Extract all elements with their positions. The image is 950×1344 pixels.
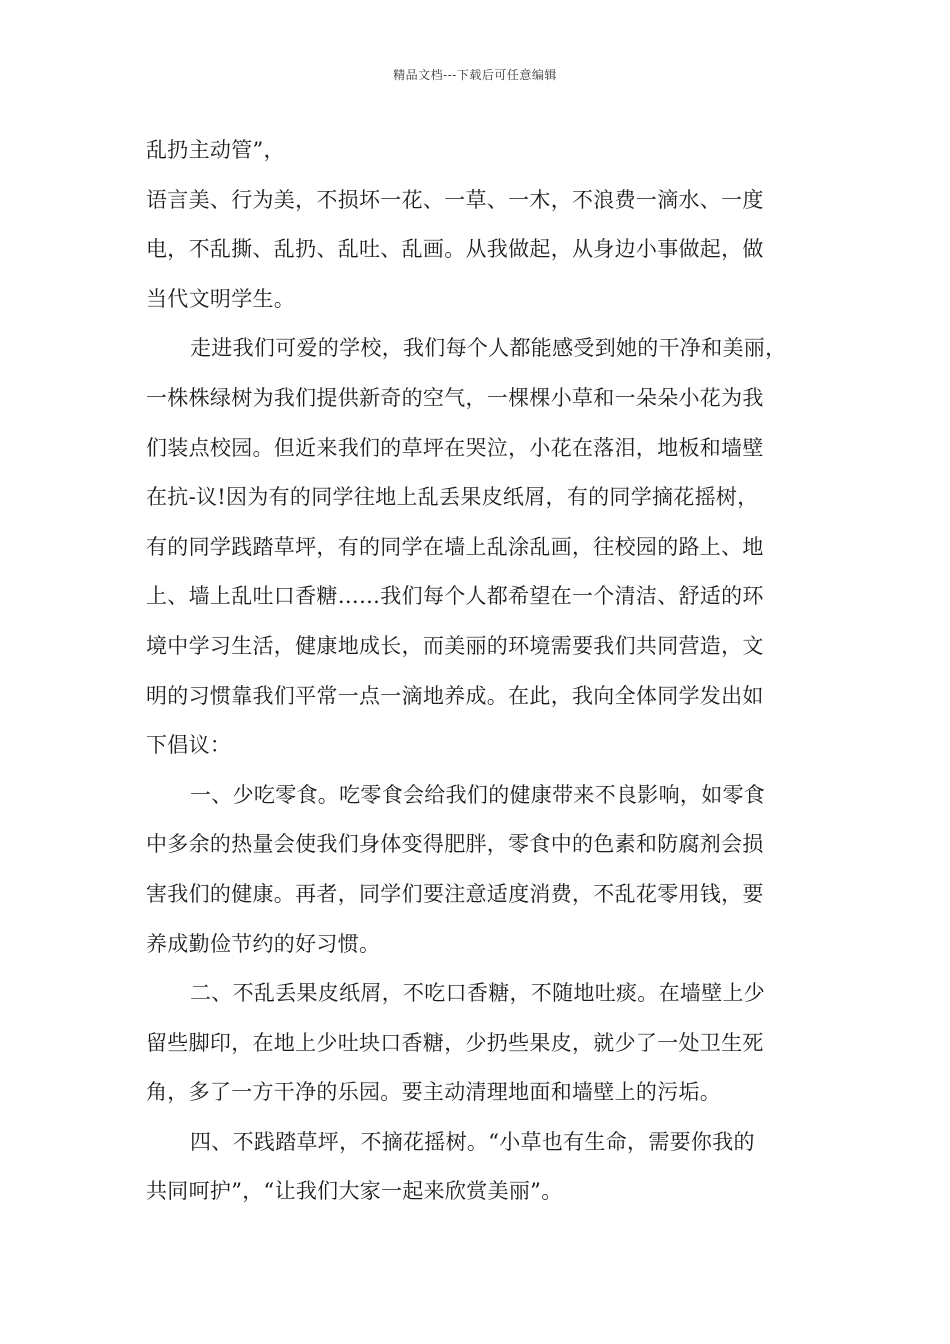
paragraph-first-line: 四、不践踏草坪，不摘花摇树。“小草也有生命，需要你我的 [190,1129,755,1154]
document-body [146,132,810,1223]
text-line: 当代文明学生。 [146,286,296,311]
text-line: 养成勤俭节约的好习惯。 [146,931,381,956]
paragraph-first-line: 二、不乱丢果皮纸屑，不吃口香糖，不随地吐痰。在墙壁上少 [190,981,766,1006]
text-line: 们装点校园。但近来我们的草坪在哭泣，小花在落泪，地板和墙壁 [146,435,764,460]
text-line: 在抗-议!因为有的同学往地上乱丢果皮纸屑，有的同学摘花摇树， [146,485,759,510]
text-line: 境中学习生活，健康地成长，而美丽的环境需要我们共同营造，文 [146,633,764,658]
page-header: 精品文档---下载后可任意编辑 [393,68,557,82]
text-line: 有的同学践踏草坪，有的同学在墙上乱涂乱画，往校园的路上、地 [146,534,764,559]
text-line: 害我们的健康。再者，同学们要注意适度消费，不乱花零用钱，要 [146,881,764,906]
text-line: 乱扔主动管”， [146,138,285,162]
paragraph-first-line: 走进我们可爱的学校，我们每个人都能感受到她的干净和美丽， [190,336,787,361]
text-line: 留些脚印，在地上少吐块口香糖，少扔些果皮，就少了一处卫生死 [146,1030,764,1055]
text-line: 一株株绿树为我们提供新奇的空气，一棵棵小草和一朵朵小花为我 [146,385,764,410]
text-line: 语言美、行为美，不损坏一花、一草、一木，不浪费一滴水、一度 [146,187,764,212]
paragraph-first-line: 一、少吃零食。吃零食会给我们的健康带来不良影响，如零食 [190,782,766,807]
text-line: 明的习惯靠我们平常一点一滴地养成。在此，我向全体同学发出如 [146,683,764,708]
text-line: 角，多了一方干净的乐园。要主动清理地面和墙壁上的污垢。 [146,1080,722,1105]
text-line: 下倡议： [146,733,232,758]
text-line: 电，不乱撕、乱扔、乱吐、乱画。从我做起，从身边小事做起，做 [146,237,764,262]
text-line: 中多余的热量会使我们身体变得肥胖，零食中的色素和防腐剂会损 [146,832,764,857]
text-line: 共同呵护”，“让我们大家一起来欣赏美丽”。 [146,1179,563,1204]
text-line: 上、墙上乱吐口香糖……我们每个人都希望在一个清洁、舒适的环 [146,584,764,609]
